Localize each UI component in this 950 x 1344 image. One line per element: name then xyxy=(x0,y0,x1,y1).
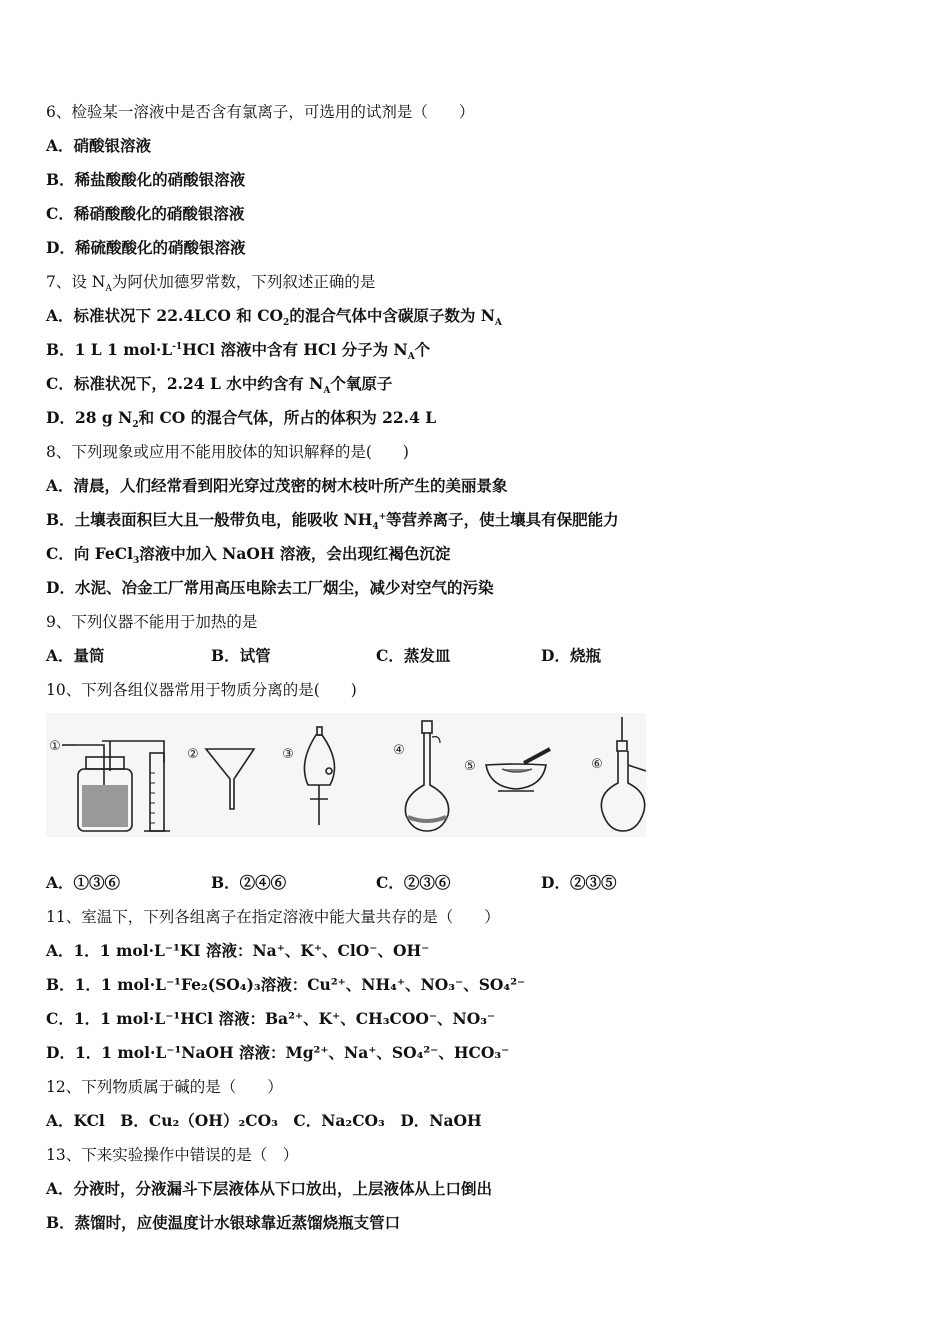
q6-option-a: A．硝酸银溶液 xyxy=(46,136,152,155)
q8-option-c: C．向 FeCl$_3$溶液中加入 NaOH 溶液，会出现红褐色沉淀 xyxy=(46,544,451,567)
q9-options xyxy=(46,646,646,666)
q9-stem: 9、下列仪器不能用于加热的是 xyxy=(46,613,258,631)
q7-option-c: C．标准状况下，2.24 L 水中约含有 $N_A$个氧原子 xyxy=(46,374,393,397)
q8-stem: 8、下列现象或应用不能用胶体的知识解释的是( ) xyxy=(46,443,409,461)
apparatus-figure xyxy=(46,713,646,837)
figure-label-4: ④ xyxy=(393,743,405,758)
q11-option-a: A．1．1 mol·L⁻¹KI 溶液：Na⁺、K⁺、ClO⁻、OH⁻ xyxy=(46,941,430,960)
q9-option-c: C．蒸发皿 xyxy=(376,646,451,665)
figure-label-5: ⑤ xyxy=(464,759,476,774)
q9-option-d: D．烧瓶 xyxy=(541,646,601,665)
q8-option-b: B．土壤表面积巨大且一般带负电，能吸收 $NH_4^+$等营养离子，使土壤具有保肥能力 xyxy=(46,510,619,533)
q8-option-a: A．清晨，人们经常看到阳光穿过茂密的树木枝叶所产生的美丽景象 xyxy=(46,476,508,495)
q13-option-b: B．蒸馏时，应使温度计水银球靠近蒸馏烧瓶支管口 xyxy=(46,1213,401,1232)
q11-stem: 11、室温下，下列各组离子在指定溶液中能大量共存的是（ ） xyxy=(46,908,500,926)
q13-stem: 13、下来实验操作中错误的是（ ） xyxy=(46,1146,299,1164)
q10-options xyxy=(46,873,646,893)
q11-option-d: D．1．1 mol·L⁻¹NaOH 溶液：Mg²⁺、Na⁺、SO₄²⁻、HCO₃⁻ xyxy=(46,1043,510,1062)
q13-option-a: A．分液时，分液漏斗下层液体从下口放出，上层液体从上口倒出 xyxy=(46,1179,493,1198)
apparatus-drawing xyxy=(46,713,646,837)
q7-option-b: B．1 L 1 $mol\cdot L^{-1}HCl$ 溶液中含有 HCl 分子为 $N_A$个 xyxy=(46,340,431,363)
q10-option-d: D．②③⑤ xyxy=(541,873,617,892)
q12-options: A．KCl B．Cu₂（OH）₂CO₃ C．Na₂CO₃ D．NaOH xyxy=(46,1111,482,1130)
q8-option-d: D．水泥、冶金工厂常用高压电除去工厂烟尘，减少对空气的污染 xyxy=(46,578,494,597)
q7-option-d: D．28 g $N_2$和 CO 的混合气体，所占的体积为 22.4 L xyxy=(46,408,437,431)
figure-label-2: ② xyxy=(187,747,199,762)
q6-option-c: C．稀硝酸酸化的硝酸银溶液 xyxy=(46,204,245,223)
q11-option-c: C．1．1 mol·L⁻¹HCl 溶液：Ba²⁺、K⁺、CH₃COO⁻、NO₃⁻ xyxy=(46,1009,496,1028)
figure-label-6: ⑥ xyxy=(591,757,603,772)
q10-stem: 10、下列各组仪器常用于物质分离的是( ) xyxy=(46,681,357,699)
q7-stem: 7、设 $N_A$为阿伏加德罗常数，下列叙述正确的是 xyxy=(46,273,376,295)
figure-label-3: ③ xyxy=(282,747,294,762)
q10-option-a: A．①③⑥ xyxy=(46,873,121,892)
q7-option-a: A．标准状况下 22.4LCO 和 $CO_2$的混合气体中含碳原子数为 $N_A$ xyxy=(46,306,502,329)
q11-option-b: B．1．1 mol·L⁻¹Fe₂(SO₄)₃溶液：Cu²⁺、NH₄⁺、NO₃⁻、SO₄²⁻ xyxy=(46,975,526,994)
q10-option-c: C．②③⑥ xyxy=(376,873,451,892)
q12-stem: 12、下列物质属于碱的是（ ） xyxy=(46,1078,283,1096)
q6-option-d: D．稀硫酸酸化的硝酸银溶液 xyxy=(46,238,246,257)
q6-option-b: B．稀盐酸酸化的硝酸银溶液 xyxy=(46,170,246,189)
figure-label-1: ① xyxy=(49,739,61,754)
q10-option-b: B．②④⑥ xyxy=(211,873,287,892)
q9-option-a: A．量筒 xyxy=(46,646,105,665)
q9-option-b: B．试管 xyxy=(211,646,271,665)
q6-stem: 6、检验某一溶液中是否含有氯离子，可选用的试剂是（ ） xyxy=(46,103,475,121)
